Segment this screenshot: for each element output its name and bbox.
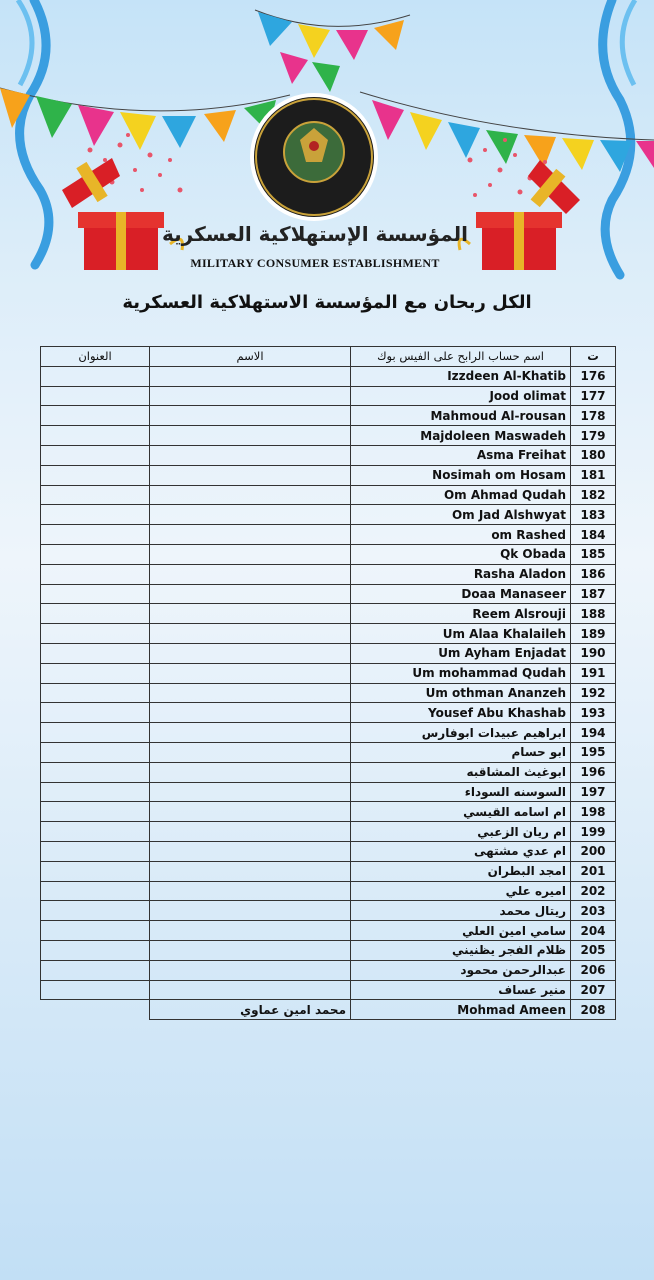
cell-facebook-name: Om Jad Alshwyat <box>351 505 571 525</box>
cell-name <box>150 584 351 604</box>
cell-name: محمد امين عماوي <box>150 1000 351 1020</box>
establishment-logo <box>250 93 378 221</box>
cell-name <box>150 426 351 446</box>
cell-facebook-name: منير عساف <box>351 980 571 1000</box>
cell-facebook-name: عبدالرحمن محمود <box>351 960 571 980</box>
cell-address <box>41 465 150 485</box>
cell-facebook-name: Um Alaa Khalaileh <box>351 624 571 644</box>
table-body <box>41 366 616 1019</box>
cell-facebook-name: ام ريان الزعبي <box>351 822 571 842</box>
cell-number: 199 <box>571 822 616 842</box>
cell-facebook-name: om Rashed <box>351 525 571 545</box>
table-row <box>41 683 616 703</box>
organization-name-arabic: المؤسسة الإستهلاكية العسكرية <box>162 222 468 246</box>
cell-number: 200 <box>571 841 616 861</box>
cell-facebook-name: Asma Freihat <box>351 445 571 465</box>
table-row <box>41 980 616 1000</box>
table-row <box>41 643 616 663</box>
cell-facebook-name: Mahmoud Al-rousan <box>351 406 571 426</box>
table-row <box>41 584 616 604</box>
cell-number: 202 <box>571 881 616 901</box>
table-row <box>41 505 616 525</box>
table-row <box>41 465 616 485</box>
table-row <box>41 485 616 505</box>
header-number: ت <box>571 347 616 367</box>
cell-name <box>150 703 351 723</box>
cell-facebook-name: Mohmad Ameen <box>351 1000 571 1020</box>
cell-name <box>150 624 351 644</box>
table-row <box>41 426 616 446</box>
cell-address <box>41 386 150 406</box>
cell-name <box>150 921 351 941</box>
cell-address <box>41 723 150 743</box>
cell-facebook-name: Reem Alsrouji <box>351 604 571 624</box>
cell-number: 189 <box>571 624 616 644</box>
table-row <box>41 940 616 960</box>
cell-address <box>41 901 150 921</box>
cell-name <box>150 544 351 564</box>
cell-address <box>41 703 150 723</box>
cell-address <box>41 624 150 644</box>
cell-number: 203 <box>571 901 616 921</box>
cell-facebook-name: Om Ahmad Qudah <box>351 485 571 505</box>
table-row <box>41 861 616 881</box>
cell-number: 206 <box>571 960 616 980</box>
cell-address <box>41 960 150 980</box>
cell-number: 188 <box>571 604 616 624</box>
cell-facebook-name: اميره علي <box>351 881 571 901</box>
cell-name <box>150 980 351 1000</box>
cell-number: 193 <box>571 703 616 723</box>
cell-name <box>150 445 351 465</box>
cell-number: 186 <box>571 564 616 584</box>
cell-name <box>150 802 351 822</box>
cell-number: 176 <box>571 366 616 386</box>
table-row <box>41 841 616 861</box>
cell-facebook-name: السوسنه السوداء <box>351 782 571 802</box>
page-headline: الكل ربحان مع المؤسسة الاستهلاكية العسكرية <box>122 292 532 313</box>
cell-number: 204 <box>571 921 616 941</box>
cell-name <box>150 861 351 881</box>
cell-number: 195 <box>571 742 616 762</box>
cell-number: 207 <box>571 980 616 1000</box>
cell-facebook-name: Um Ayham Enjadat <box>351 643 571 663</box>
table-row <box>41 564 616 584</box>
cell-facebook-name: Majdoleen Maswadeh <box>351 426 571 446</box>
cell-name <box>150 505 351 525</box>
table-row <box>41 822 616 842</box>
winners-table <box>40 346 616 1020</box>
cell-name <box>150 742 351 762</box>
cell-address <box>41 604 150 624</box>
cell-address <box>41 802 150 822</box>
cell-name <box>150 822 351 842</box>
table-row <box>41 406 616 426</box>
table-row <box>41 921 616 941</box>
header-banner <box>0 0 654 290</box>
table-row <box>41 723 616 743</box>
cell-number: 198 <box>571 802 616 822</box>
cell-name <box>150 881 351 901</box>
cell-facebook-name: Nosimah om Hosam <box>351 465 571 485</box>
cell-address <box>41 584 150 604</box>
cell-name <box>150 901 351 921</box>
table-row <box>41 762 616 782</box>
winners-sheet <box>40 346 616 1020</box>
cell-address <box>41 485 150 505</box>
table-header-row <box>41 347 616 367</box>
cell-number: 185 <box>571 544 616 564</box>
cell-address <box>41 822 150 842</box>
cell-number: 178 <box>571 406 616 426</box>
cell-facebook-name: Jood olimat <box>351 386 571 406</box>
cell-facebook-name: Rasha Aladon <box>351 564 571 584</box>
table-row <box>41 802 616 822</box>
cell-address <box>41 643 150 663</box>
cell-name <box>150 485 351 505</box>
cell-address <box>41 841 150 861</box>
cell-address <box>41 505 150 525</box>
cell-address <box>41 940 150 960</box>
cell-facebook-name: Yousef Abu Khashab <box>351 703 571 723</box>
table-row <box>41 604 616 624</box>
cell-facebook-name: ابوغيث المشاقبه <box>351 762 571 782</box>
cell-number: 180 <box>571 445 616 465</box>
cell-name <box>150 366 351 386</box>
cell-name <box>150 762 351 782</box>
gift-box-left <box>62 158 183 270</box>
table-row <box>41 386 616 406</box>
cell-address <box>41 564 150 584</box>
header-name: الاسم <box>150 347 351 367</box>
cell-number: 205 <box>571 940 616 960</box>
table-row <box>41 881 616 901</box>
organization-name-english: MILITARY CONSUMER ESTABLISHMENT <box>190 256 440 270</box>
table-row <box>41 525 616 545</box>
cell-number: 191 <box>571 663 616 683</box>
table-row <box>41 901 616 921</box>
cell-facebook-name: سامي امين العلي <box>351 921 571 941</box>
cell-name <box>150 643 351 663</box>
cell-number: 181 <box>571 465 616 485</box>
cell-address <box>41 861 150 881</box>
streamer-left <box>18 0 49 265</box>
cell-address <box>41 881 150 901</box>
cell-facebook-name: ام اسامه القيسي <box>351 802 571 822</box>
cell-name <box>150 723 351 743</box>
table-row <box>41 663 616 683</box>
cell-facebook-name: Um mohammad Qudah <box>351 663 571 683</box>
cell-facebook-name: Izzdeen Al-Khatib <box>351 366 571 386</box>
cell-address <box>41 683 150 703</box>
cell-address <box>41 1000 150 1020</box>
cell-facebook-name: Doaa Manaseer <box>351 584 571 604</box>
cell-facebook-name: Um othman Ananzeh <box>351 683 571 703</box>
cell-address <box>41 921 150 941</box>
cell-name <box>150 960 351 980</box>
cell-number: 201 <box>571 861 616 881</box>
table-row <box>41 742 616 762</box>
table-row <box>41 703 616 723</box>
cell-name <box>150 604 351 624</box>
cell-address <box>41 782 150 802</box>
table-row <box>41 960 616 980</box>
cell-address <box>41 426 150 446</box>
cell-name <box>150 841 351 861</box>
cell-address <box>41 980 150 1000</box>
cell-number: 183 <box>571 505 616 525</box>
cell-number: 179 <box>571 426 616 446</box>
cell-name <box>150 386 351 406</box>
cell-number: 190 <box>571 643 616 663</box>
cell-name <box>150 683 351 703</box>
table-row <box>41 366 616 386</box>
cell-number: 208 <box>571 1000 616 1020</box>
cell-number: 184 <box>571 525 616 545</box>
cell-name <box>150 525 351 545</box>
table-row <box>41 624 616 644</box>
cell-address <box>41 762 150 782</box>
cell-number: 194 <box>571 723 616 743</box>
cell-number: 196 <box>571 762 616 782</box>
cell-number: 197 <box>571 782 616 802</box>
cell-facebook-name: ام عدي مشتهى <box>351 841 571 861</box>
cell-name <box>150 940 351 960</box>
cell-facebook-name: امجد البطران <box>351 861 571 881</box>
cell-number: 192 <box>571 683 616 703</box>
cell-name <box>150 406 351 426</box>
cell-number: 187 <box>571 584 616 604</box>
cell-name <box>150 663 351 683</box>
cell-facebook-name: ابراهيم عبيدات ابوفارس <box>351 723 571 743</box>
cell-facebook-name: ابو حسام <box>351 742 571 762</box>
cell-name <box>150 564 351 584</box>
table-row <box>41 445 616 465</box>
gift-box-right <box>459 160 580 270</box>
cell-name <box>150 465 351 485</box>
table-row <box>41 782 616 802</box>
cell-number: 177 <box>571 386 616 406</box>
cell-facebook-name: Qk Obada <box>351 544 571 564</box>
cell-address <box>41 544 150 564</box>
table-row <box>41 544 616 564</box>
cell-address <box>41 406 150 426</box>
cell-number: 182 <box>571 485 616 505</box>
table-row <box>41 1000 616 1020</box>
cell-address <box>41 742 150 762</box>
cell-address <box>41 525 150 545</box>
cell-facebook-name: ظلام الفجر يظنيني <box>351 940 571 960</box>
cell-address <box>41 663 150 683</box>
header-address: العنوان <box>41 347 150 367</box>
cell-address <box>41 366 150 386</box>
cell-address <box>41 445 150 465</box>
cell-facebook-name: ريتال محمد <box>351 901 571 921</box>
header-facebook-name: اسم حساب الرابح على الفيس بوك <box>351 347 571 367</box>
cell-name <box>150 782 351 802</box>
